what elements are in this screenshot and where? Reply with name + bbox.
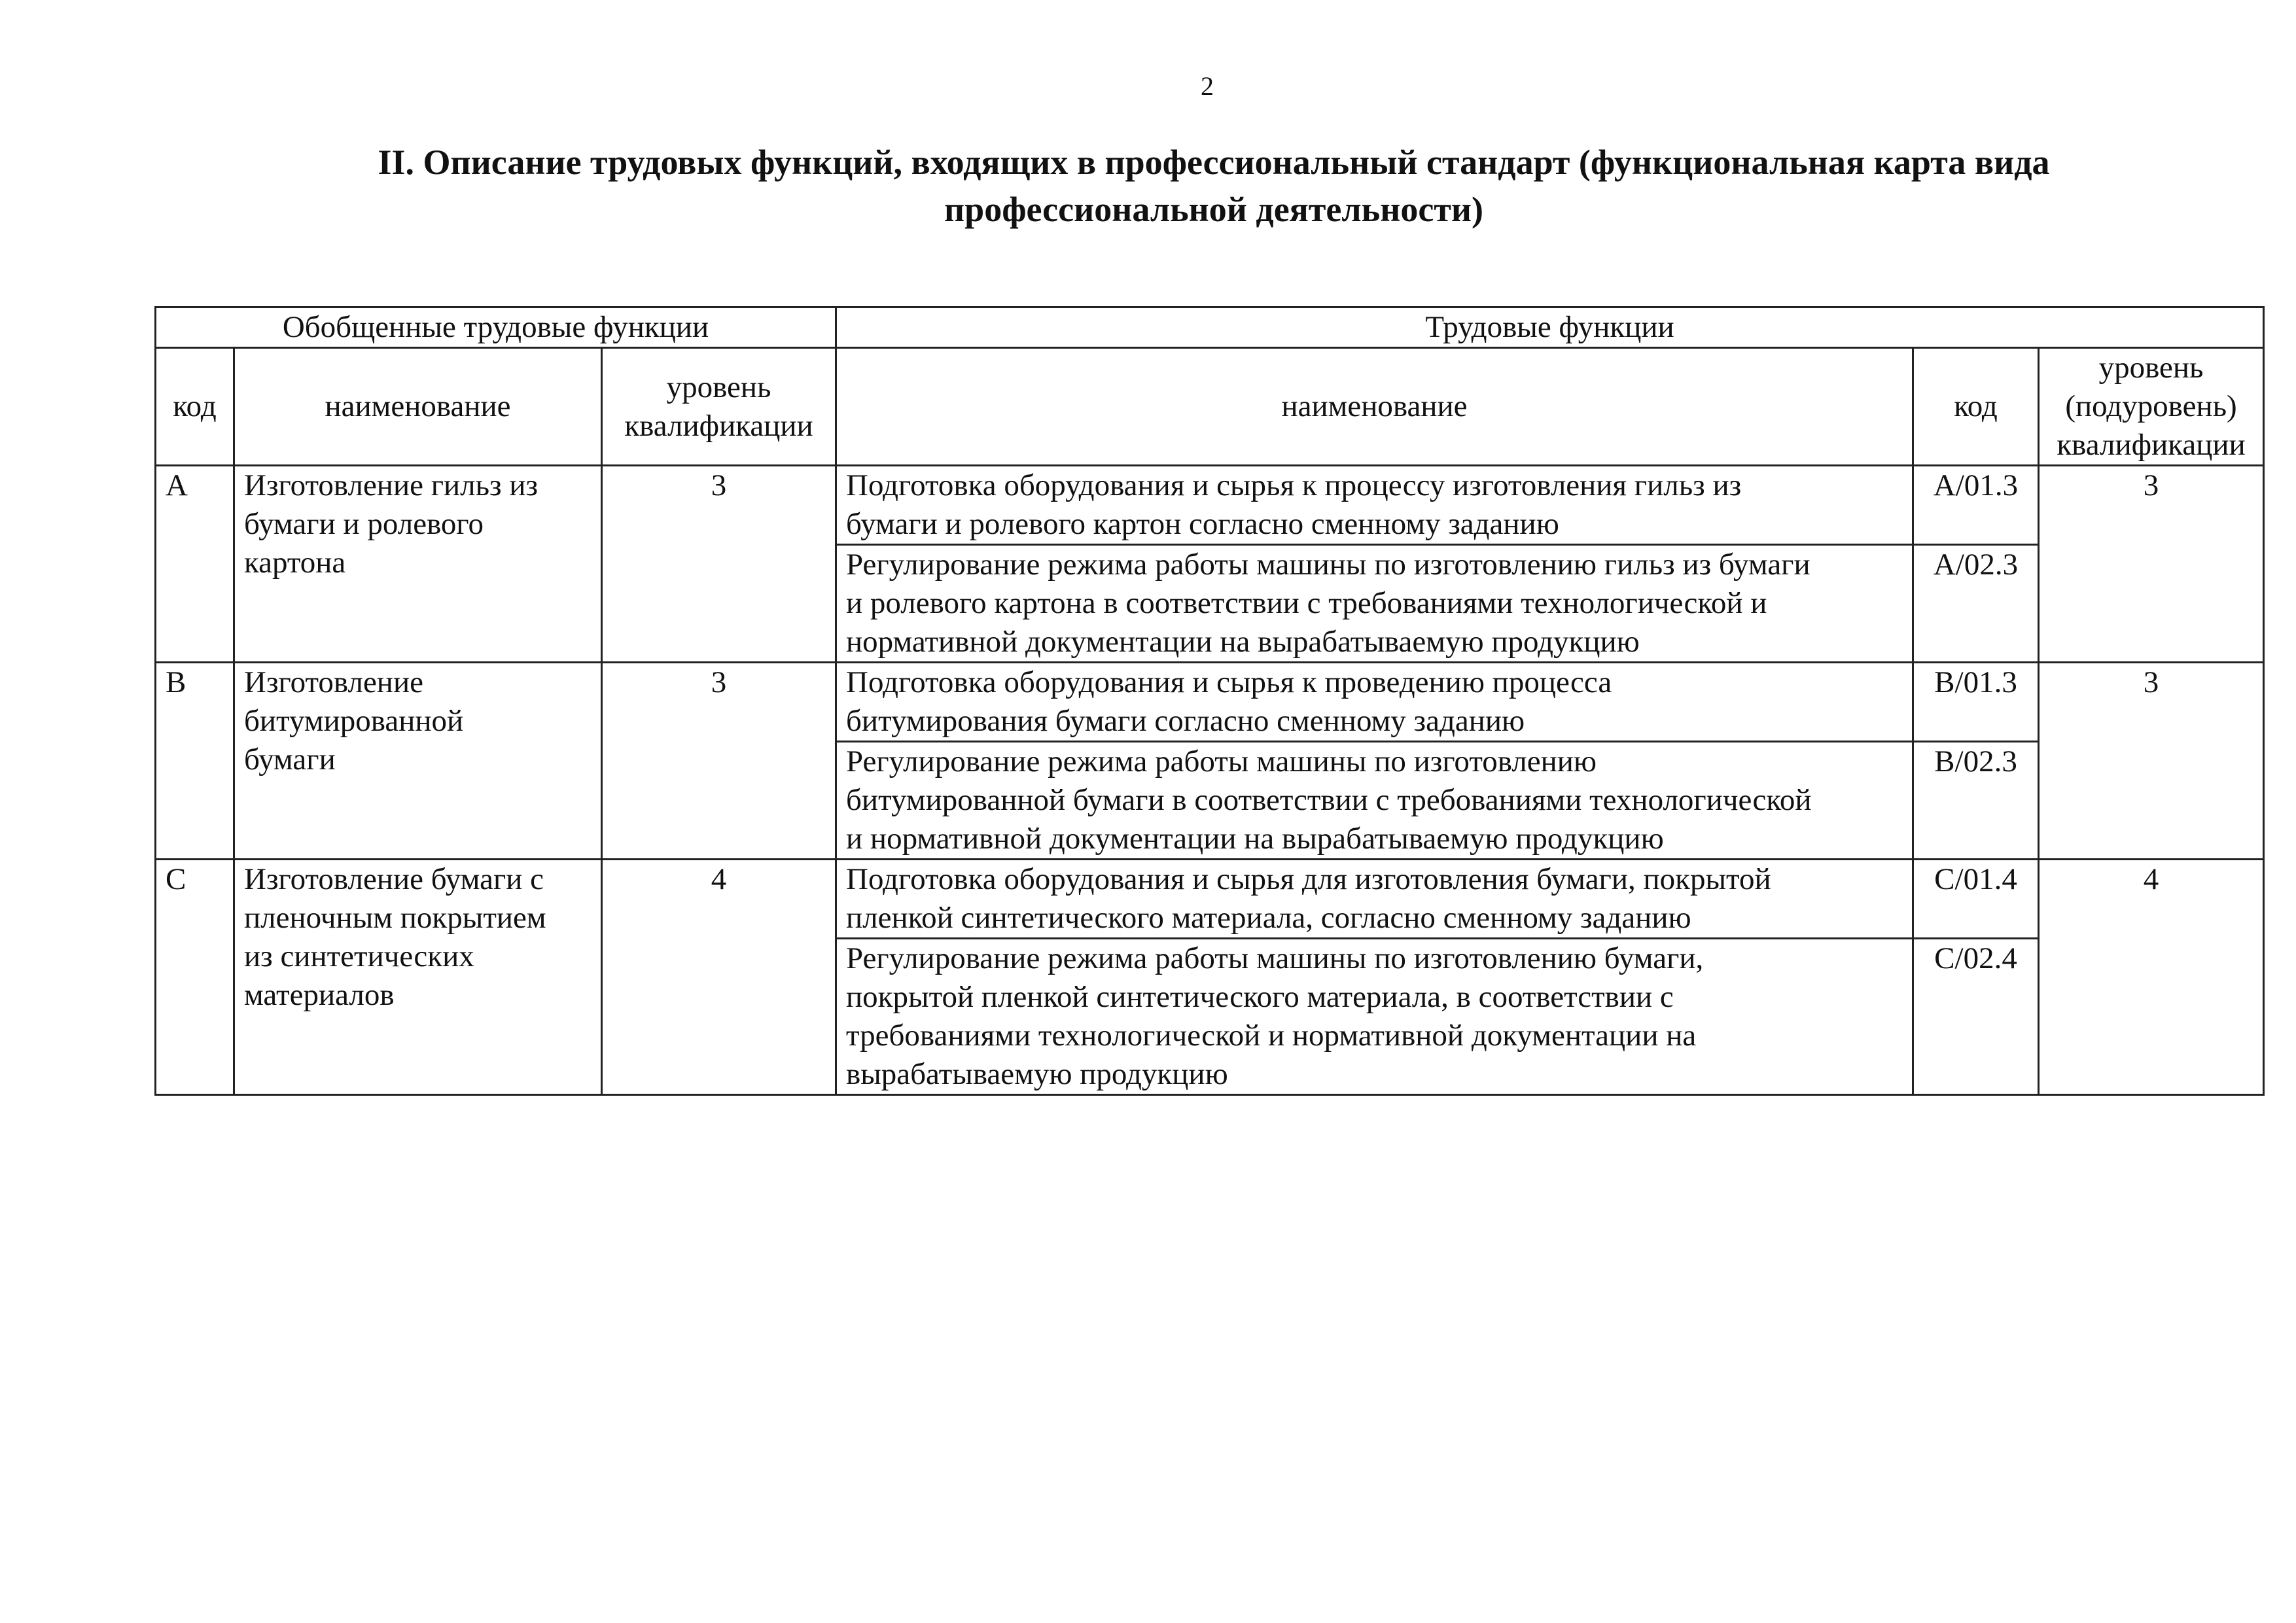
header-gen-level-line: уровень (666, 370, 771, 404)
page-number: 2 (1201, 71, 1214, 101)
gen-name-line: картона (244, 546, 346, 580)
gen-code-cell: B (156, 663, 234, 860)
gen-name-cell (234, 466, 602, 663)
tf-name-line: покрытой пленкой синтетического материала, в соответствии с (846, 980, 1674, 1014)
tf-level-cell: 3 (2039, 466, 2264, 663)
tf-name-line: битумированной бумаги в соответствии с требованиями технологической (846, 783, 1812, 817)
gen-code-cell: A (156, 466, 234, 663)
tf-name-line: и нормативной документации на вырабатываемую продукцию (846, 822, 1664, 856)
gen-name-line: материалов (244, 978, 395, 1012)
header-gen-level-line: квалификации (624, 408, 813, 443)
tf-name-line: Подготовка оборудования и сырья для изготовления бумаги, покрытой (846, 862, 1771, 896)
tf-code-cell: B/02.3 (1913, 742, 2039, 860)
header-gen-level (602, 348, 836, 466)
gen-name-line: Изготовление бумаги с (244, 862, 544, 896)
labor-functions-header: Трудовые функции (836, 307, 2264, 348)
header-tf-level-line: (подуровень) (2065, 389, 2237, 423)
tf-code-cell: A/02.3 (1913, 545, 2039, 663)
tf-name-cell (836, 663, 1913, 742)
tf-name-line: бумаги и ролевого картон согласно сменному заданию (846, 507, 1559, 541)
gen-name-line: из синтетических (244, 939, 474, 973)
tf-code-cell: C/01.4 (1913, 860, 2039, 939)
tf-name-cell (836, 939, 1913, 1095)
tf-name-line: требованиями технологической и нормативной документации на (846, 1019, 1697, 1053)
tf-name-line: вырабатываемую продукцию (846, 1057, 1228, 1091)
functional-map-table (154, 306, 2265, 1096)
gen-name-cell (234, 860, 602, 1095)
gen-level-cell: 3 (602, 663, 836, 860)
table-row (156, 860, 2264, 939)
tf-code-cell: B/01.3 (1913, 663, 2039, 742)
tf-level-cell: 3 (2039, 663, 2264, 860)
group-header-row (156, 307, 2264, 348)
gen-name-line: бумаги и ролевого (244, 507, 484, 541)
header-tf-level-line: уровень (2098, 351, 2204, 385)
header-gen-code: код (156, 348, 234, 466)
tf-name-line: Регулирование режима работы машины по изготовлению бумаги, (846, 941, 1704, 975)
header-tf-level-line: квалификации (2057, 428, 2246, 462)
tf-name-line: Регулирование режима работы машины по изготовлению гильз из бумаги (846, 548, 1810, 582)
tf-name-line: Подготовка оборудования и сырья к проведению процесса (846, 665, 1612, 699)
gen-name-cell (234, 663, 602, 860)
gen-name-line: Изготовление гильз из (244, 468, 539, 502)
tf-name-cell (836, 545, 1913, 663)
tf-name-cell (836, 742, 1913, 860)
header-tf-name: наименование (836, 348, 1913, 466)
gen-name-line: Изготовление (244, 665, 423, 699)
tf-code-cell: A/01.3 (1913, 466, 2039, 545)
header-tf-level (2039, 348, 2264, 466)
gen-level-cell: 3 (602, 466, 836, 663)
tf-name-line: и ролевого картона в соответствии с требованиями технологической и (846, 586, 1767, 620)
tf-code-cell: C/02.4 (1913, 939, 2039, 1095)
tf-name-line: нормативной документации на вырабатываемую продукцию (846, 625, 1640, 659)
tf-name-line: Подготовка оборудования и сырья к процессу изготовления гильз из (846, 468, 1742, 502)
tf-name-line: битумирования бумаги согласно сменному заданию (846, 704, 1525, 738)
gen-code-cell: C (156, 860, 234, 1095)
section-title-line-1: II. Описание трудовых функций, входящих в профессиональный стандарт (функциональная карта вида (378, 143, 2050, 182)
column-header-row (156, 348, 2264, 466)
table-row (156, 663, 2264, 742)
tf-name-cell (836, 466, 1913, 545)
gen-name-line: бумаги (244, 742, 336, 777)
header-gen-name: наименование (234, 348, 602, 466)
tf-name-line: пленкой синтетического материала, согласно сменному заданию (846, 901, 1691, 935)
gen-name-line: пленочным покрытием (244, 901, 546, 935)
gen-level-cell: 4 (602, 860, 836, 1095)
gen-name-line: битумированной (244, 704, 464, 738)
tf-name-line: Регулирование режима работы машины по изготовлению (846, 744, 1597, 778)
tf-level-cell: 4 (2039, 860, 2264, 1095)
section-title (288, 139, 2140, 233)
section-title-line-2: профессиональной деятельности) (944, 190, 1483, 229)
generalized-functions-header: Обобщенные трудовые функции (156, 307, 836, 348)
table-row (156, 466, 2264, 545)
tf-name-cell (836, 860, 1913, 939)
header-tf-code: код (1913, 348, 2039, 466)
